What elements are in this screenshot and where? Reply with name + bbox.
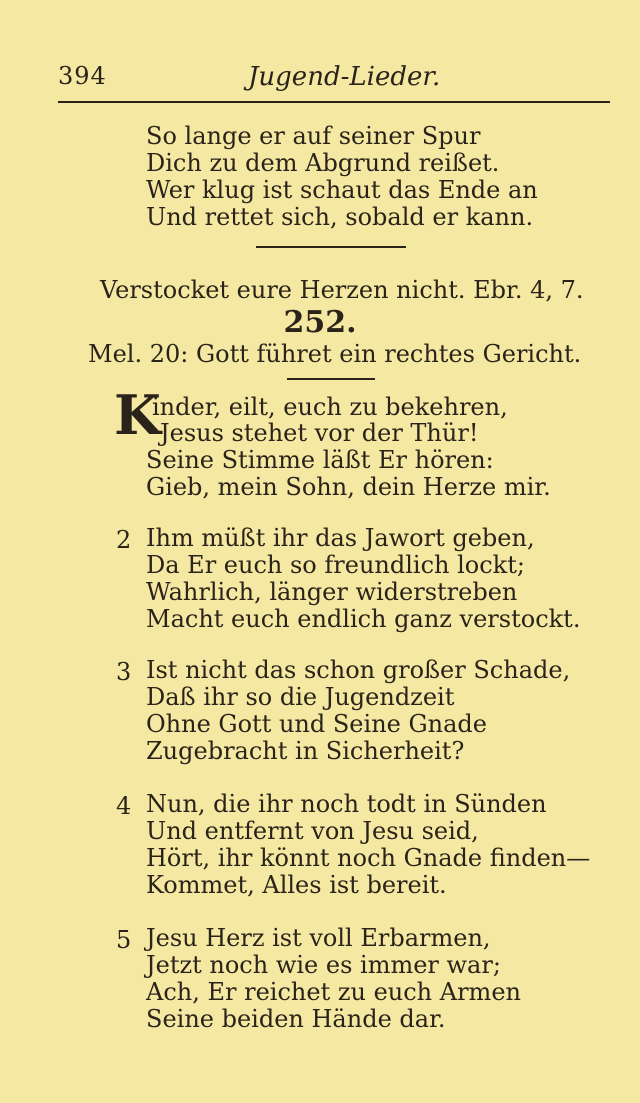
melody-line: Mel. 20: Gott führet ein rechtes Gericht.: [88, 340, 582, 368]
verse1-line-3: Seine Stimme läßt Er hören:: [146, 446, 494, 474]
section-divider: [256, 246, 406, 248]
page-number: 394: [58, 62, 107, 90]
verse-number-4: 4: [116, 792, 132, 820]
verse1-line-1: inder, eilt, euch zu bekehren,: [152, 393, 508, 421]
header-rule: [58, 101, 610, 103]
page-header: [58, 62, 610, 98]
prev-line-2: Dich zu dem Abgrund reißet.: [146, 149, 500, 177]
verse4-line-1: Nun, die ihr noch todt in Sünden: [146, 790, 547, 818]
verse2-line-3: Wahrlich, länger widerstreben: [146, 578, 518, 606]
verse5-line-2: Jetzt noch wie es immer war;: [146, 951, 501, 979]
prev-line-1: So lange er auf seiner Spur: [146, 122, 481, 150]
verse2-line-1: Ihm müßt ihr das Jawort geben,: [146, 524, 535, 552]
verse4-line-4: Kommet, Alles ist bereit.: [146, 871, 447, 899]
verse3-line-1: Ist nicht das schon großer Schade,: [146, 656, 571, 684]
verse-number-2: 2: [116, 526, 132, 554]
drop-cap: K: [114, 383, 161, 447]
verse1-line-2: Jesus stehet vor der Thür!: [160, 419, 479, 447]
verse4-line-2: Und entfernt von Jesu seid,: [146, 817, 479, 845]
verse1-line-4: Gieb, mein Sohn, dein Herze mir.: [146, 473, 551, 501]
verse5-line-4: Seine beiden Hände dar.: [146, 1005, 446, 1033]
verse5-line-3: Ach, Er reichet zu euch Armen: [146, 978, 521, 1006]
verse-number-5: 5: [116, 926, 132, 954]
verse2-line-2: Da Er euch so freundlich lockt;: [146, 551, 525, 579]
prev-line-4: Und rettet sich, sobald er kann.: [146, 203, 534, 231]
hymn-number: 252.: [283, 305, 357, 340]
verse5-line-1: Jesu Herz ist voll Erbarmen,: [146, 924, 491, 952]
verse4-line-3: Hört, ihr könnt noch Gnade finden—: [146, 844, 591, 872]
verse-number-3: 3: [116, 658, 132, 686]
scripture-reference: Verstocket eure Herzen nicht. Ebr. 4, 7.: [100, 276, 584, 304]
prev-line-3: Wer klug ist schaut das Ende an: [146, 176, 538, 204]
verse3-line-2: Daß ihr so die Jugendzeit: [146, 683, 455, 711]
verse3-line-4: Zugebracht in Sicherheit?: [146, 737, 465, 765]
verse3-line-3: Ohne Gott und Seine Gnade: [146, 710, 487, 738]
hymn-divider: [287, 378, 375, 380]
verse2-line-4: Macht euch endlich ganz verstockt.: [146, 605, 581, 633]
running-title: Jugend-Lieder.: [248, 62, 441, 92]
